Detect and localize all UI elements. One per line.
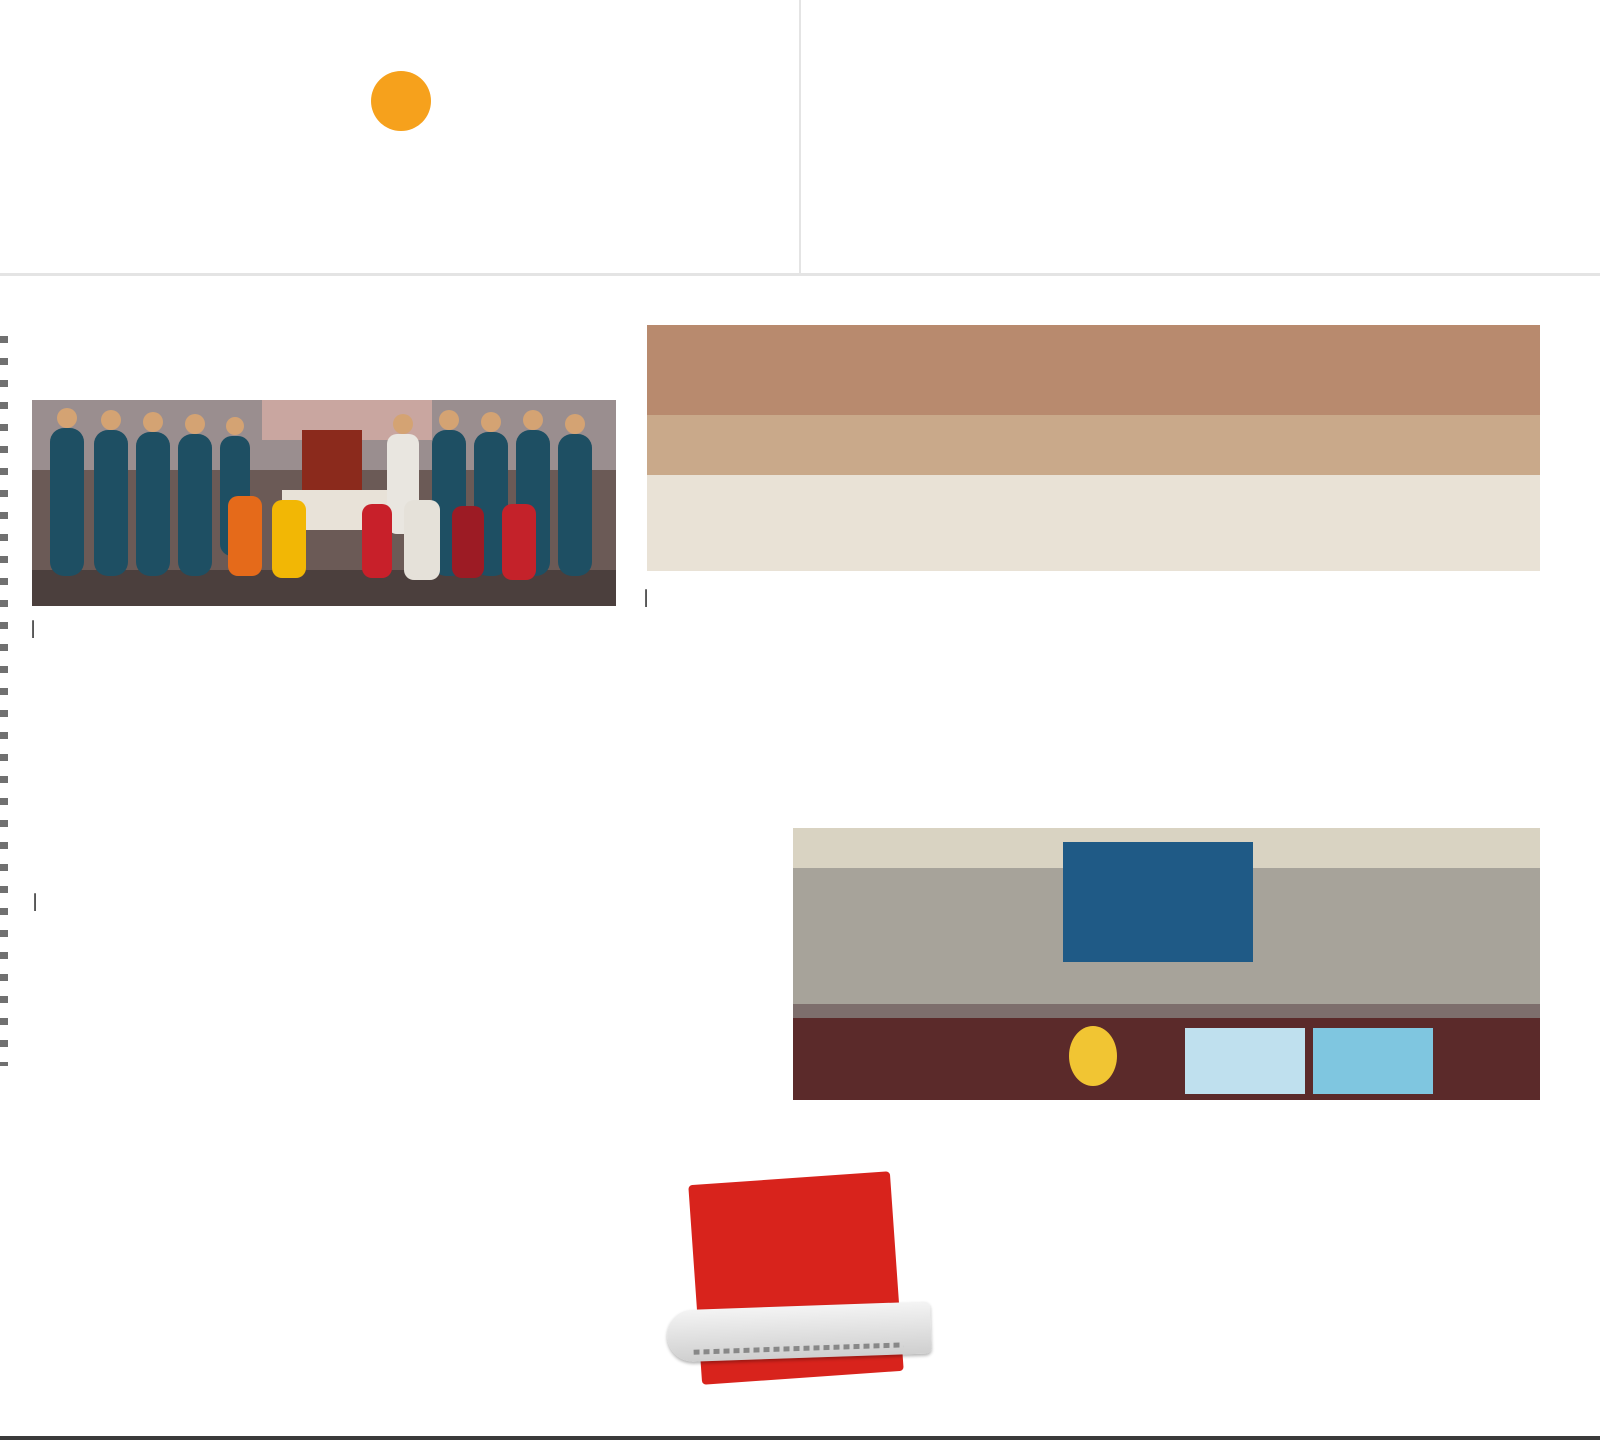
article-3-body-col2 <box>418 887 768 1102</box>
publication-logo <box>150 56 630 226</box>
article-3-body-col1: | <box>32 891 39 912</box>
article-2-photo <box>647 325 1540 571</box>
header-divider <box>799 0 801 276</box>
article-1-body: | <box>30 618 37 639</box>
slogan-badge <box>667 1178 931 1378</box>
article-1-photo <box>32 400 616 606</box>
article-2-body-col1: | <box>643 587 650 608</box>
article-3-photo <box>793 828 1540 1100</box>
page-header <box>0 0 1600 276</box>
clipping-edge <box>0 336 8 1066</box>
rolled-newspaper <box>666 1301 932 1362</box>
bottom-rule <box>0 1436 1600 1440</box>
rolled-newspaper-strip <box>694 1342 904 1354</box>
sun-icon <box>356 56 446 146</box>
article-2-body-col2 <box>1102 583 1522 798</box>
